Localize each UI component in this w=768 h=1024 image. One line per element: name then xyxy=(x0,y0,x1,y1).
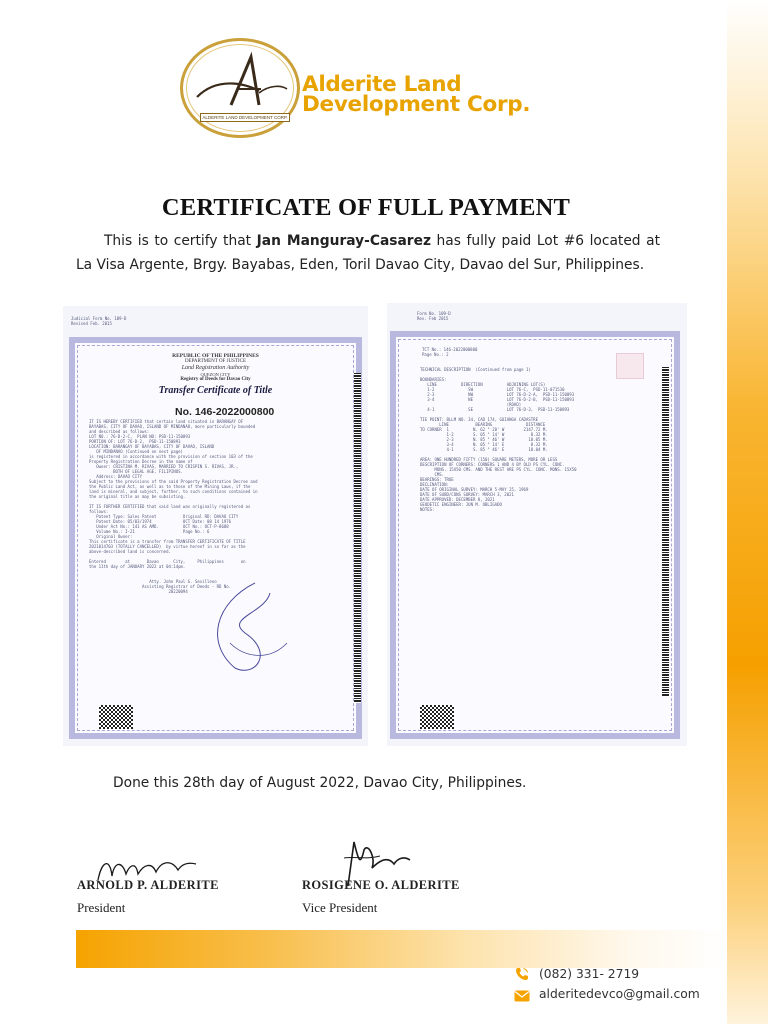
title-number: No. 146-2022000800 xyxy=(175,406,275,418)
decorative-bottom-band xyxy=(76,930,727,968)
decorative-side-bar xyxy=(727,0,768,1024)
title-scan-frame: REPUBLIC OF THE PHILIPPINES DEPARTMENT OF JUSTICE Land Registration Authority QUEZON CITY Registry of Deeds for Davao City Transfer Certificate of Title No. 146-2022000800 IT IS HEREBY CERTIFIED that certain land situated in BARANGAY OF BAYABAS, CITY OF DAVAO, ISLAND OF MINDANAO, more particularly bounded and described as follows: LOT NO.: 76-D-2-C, PLAN NO: PSD-11-150893 PORTION OF: LOT 76-D-2, PSD-11-150893 LOCATION: BARANGAY OF BAYABAS, CITY OF DAVAO, ISLAND OF MINDANAO (Continued on next page) is registered in accordance with the provision of section 103 of the Property Registration Decree in the name of Owner: CRISTINA M. RIVAS, MARRIED TO CRISPIN S. RIVAS, JR., BOTH OF LEGAL AGE, FILIPINOS. Address: DAVAO CITY Subject to the provisions of the said Property Registration Decree and the Public Land Act, as well as to those of the Mining Laws, if the land is mineral, and subject, further, to such conditions contained in the original title as may be subsisting. IT IS FURTHER CERTIFIED that said land was originally registered as follows: Patent Type: Sales Patent Original RD: DAVAO CITY Patent Date: 05/03/1974 OCT Date: 08 14 1976 Under Act No.: 141 AS AMD. OCT No.: OCT-P-8688 Volume No.: I-21 Page No.: 6 Original Owner: This certificate is a transfer from TRANSFER CERTIFICATE OF TITLE 2021014703 (TOTALLY CANCELLED) by virtue hereof in so far as the above-described land is concerned. Entered at Davao City, Philippines on the 11th day of JANUARY 2022 at 04:14pm. Atty. John Paul G. Sevilleno Assisting Registrar of Deeds - RD No. 20220094 xyxy=(69,337,362,739)
phone-icon xyxy=(515,967,529,981)
page-title: CERTIFICATE OF FULL PAYMENT xyxy=(161,194,571,221)
vice-president-role: Vice President xyxy=(302,900,378,915)
company-name-line1: Alderite Land xyxy=(302,72,462,97)
barcode-strip-back xyxy=(662,367,669,697)
title-document-name: Transfer Certificate of Title xyxy=(158,385,273,396)
certification-paragraph xyxy=(76,230,660,277)
company-name xyxy=(302,72,531,117)
buyer-name: Jan Manguray-Casarez xyxy=(256,233,431,249)
intro-text-start: This is to certify that xyxy=(104,233,257,249)
contact-phone: (082) 331- 2719 xyxy=(539,967,640,981)
title-city: QUEZON CITY xyxy=(200,372,231,377)
logo-emblem xyxy=(180,38,300,138)
title-department: DEPARTMENT OF JUSTICE xyxy=(184,359,247,364)
title-scan-back: Form No. 109-D Rev. Feb 2015 TCT No.: 146-2022000800 Page No.: 2 TECHNICAL DESCRIPTION (Continued from page 1) BOUNDARIES: LINE DIRECTION ADJOINING LOT(S) 1-2 SW LOT 76-C, PSD-11-071530 2-3 NW LOT 76-D-2-A, PSD-11-150893 3-4 NE LOT 76-D-2-B, PSD-11-150893 (ROAD) 4-1 SE LOT 76-D-3, PSD-11-150893 TIE POINT: BLLM NO. 34, CAD 174, GUIANGA CADASTRE LINE BEARING DISTANCE TO CORNER 1 N. 62 ° 28' W 2147.72 M. 1-2 S. 05 ° 14' W 8.32 M. 2-3 N. 85 ° 46' W 18.05 M. 3-4 N. 05 ° 14' E 8.32 M. 4-1 S. 85 ° 46' E 18.04 M. AREA: ONE HUNDRED FIFTY (150) SQUARE METERS, MORE OR LESS DESCRIPTION OF CORNERS: CORNERS 1 AND 4 BY OLD PS CYL. CONC. MONS. 15X50 CMS. AND THE REST ARE PS CYL. CONC. MONS. 15X50 CMS. BEARINGS: TRUE DECLINATION: DATE OF ORIGINAL SURVEY: MARCH 5-MAY 25, 1969 DATE OF SUBD/CONS SURVEY: MARCH 3, 2021 DATE APPROVED: DECEMBER 8, 2021 GEODETIC ENGINEER: JUN M. OBLIGADO NOTES: xyxy=(387,303,687,746)
logo-a-monogram-icon xyxy=(189,45,293,115)
contact-email[interactable]: alderitedevco@gmail.com xyxy=(539,987,700,1001)
president-name: ARNOLD P. ALDERITE xyxy=(77,878,219,892)
title-scan-front: Judicial Form No. 109-D Revised Feb. 2015 REPUBLIC OF THE PHILIPPINES DEPARTMENT OF JUSTICE Land Registration Authority QUEZON CITY Registry of Deeds for Davao City Transfer Certificate of Title No. 146-2022000800 IT IS HEREBY CERTIFIED that certain land situated in BARANGAY OF BAYABAS, CITY OF DAVAO, ISLAND OF MINDANAO, more particularly bounded and described as follows: LOT NO.: 76-D-2-C, PLAN NO: PSD-11-150893 PORTION OF: LOT 76-D-2, PSD-11-150893 LOCATION: BARANGAY OF BAYABAS, CITY OF DAVAO, ISLAND OF MINDANAO (Continued on next page) is registered in accordance with the provision of section 103 of the Property Registration Decree in the name of Owner: CRISTINA M. RIVAS, MARRIED TO CRISPIN S. RIVAS, JR., BOTH OF LEGAL AGE, FILIPINOS. Address: DAVAO CITY Subject to the provisions of the said Property Registration Decree and the Public Land Act, as well as to those of the Mining Laws, if the land is mineral, and subject, further, to such conditions contained in the original title as may be subsisting. IT IS FURTHER CERTIFIED that said land was originally registered as follows: Patent Type: Sales Patent Original RD: DAVAO CITY Patent Date: 05/03/1974 OCT Date: 08 14 1976 Under Act No.: 141 AS AMD. OCT No.: OCT-P-8688 Volume No.: I-21 Page No.: 6 Original Owner: This certificate is a transfer from TRANSFER CERTIFICATE OF TITLE 2021014703 (TOTALLY CANCELLED) by virtue hereof in so far as the above-described land is concerned. Entered at Davao City, Philippines on the 11th day of JANUARY 2022 at 04:14pm. Atty. John Paul G. Sevilleno Assisting Registrar of Deeds - RD No. 20220094 xyxy=(63,306,368,746)
company-logo xyxy=(180,38,560,138)
president-role: President xyxy=(77,900,126,915)
title-authority: Land Registration Authority xyxy=(181,365,250,371)
barcode-strip xyxy=(354,373,361,703)
registry-stamp xyxy=(616,353,644,379)
company-name-line2: Development Corp. xyxy=(302,92,531,117)
vice-president-name: ROSIGENE O. ALDERITE xyxy=(302,878,460,892)
title-republic: REPUBLIC OF THE PHILIPPINES xyxy=(172,353,259,359)
qr-code xyxy=(99,705,133,729)
qr-code-back xyxy=(420,705,454,729)
title-scan-frame-back: TCT No.: 146-2022000800 Page No.: 2 TECHNICAL DESCRIPTION (Continued from page 1) BOUNDARIES: LINE DIRECTION ADJOINING LOT(S) 1-2 SW LOT 76-C, PSD-11-071530 2-3 NW LOT 76-D-2-A, PSD-11-150893 3-4 NE LOT 76-D-2-B, PSD-11-150893 (ROAD) 4-1 SE LOT 76-D-3, PSD-11-150893 TIE POINT: BLLM NO. 34, CAD 174, GUIANGA CADASTRE LINE BEARING DISTANCE TO CORNER 1 N. 62 ° 28' W 2147.72 M. 1-2 S. 05 ° 14' W 8.32 M. 2-3 N. 85 ° 46' W 18.05 M. 3-4 N. 05 ° 14' E 8.32 M. 4-1 S. 85 ° 46' E 18.04 M. AREA: ONE HUNDRED FIFTY (150) SQUARE METERS, MORE OR LESS DESCRIPTION OF CORNERS: CORNERS 1 AND 4 BY OLD PS CYL. CONC. MONS. 15X50 CMS. AND THE REST ARE PS CYL. CONC. MONS. 15X50 CMS. BEARINGS: TRUE DECLINATION: DATE OF ORIGINAL SURVEY: MARCH 5-MAY 25, 1969 DATE OF SUBD/CONS SURVEY: MARCH 3, 2021 DATE APPROVED: DECEMBER 8, 2021 GEODETIC ENGINEER: JUN M. OBLIGADO NOTES: xyxy=(390,331,680,739)
logo-band-text: ALDERITE LAND DEVELOPMENT CORP. xyxy=(200,113,290,122)
email-icon xyxy=(514,990,530,1002)
intro-text-end: has fully paid Lot #6 located at La Visa Argente, Brgy. Bayabas, Eden, Toril Davao City, Davao del Sur, Philippines. xyxy=(76,233,660,273)
registrar-signature xyxy=(195,573,305,683)
title-registry: Registry of Deeds for Davao City xyxy=(180,377,251,382)
issue-date-line: Done this 28th day of August 2022, Davao City, Philippines. xyxy=(113,775,527,791)
